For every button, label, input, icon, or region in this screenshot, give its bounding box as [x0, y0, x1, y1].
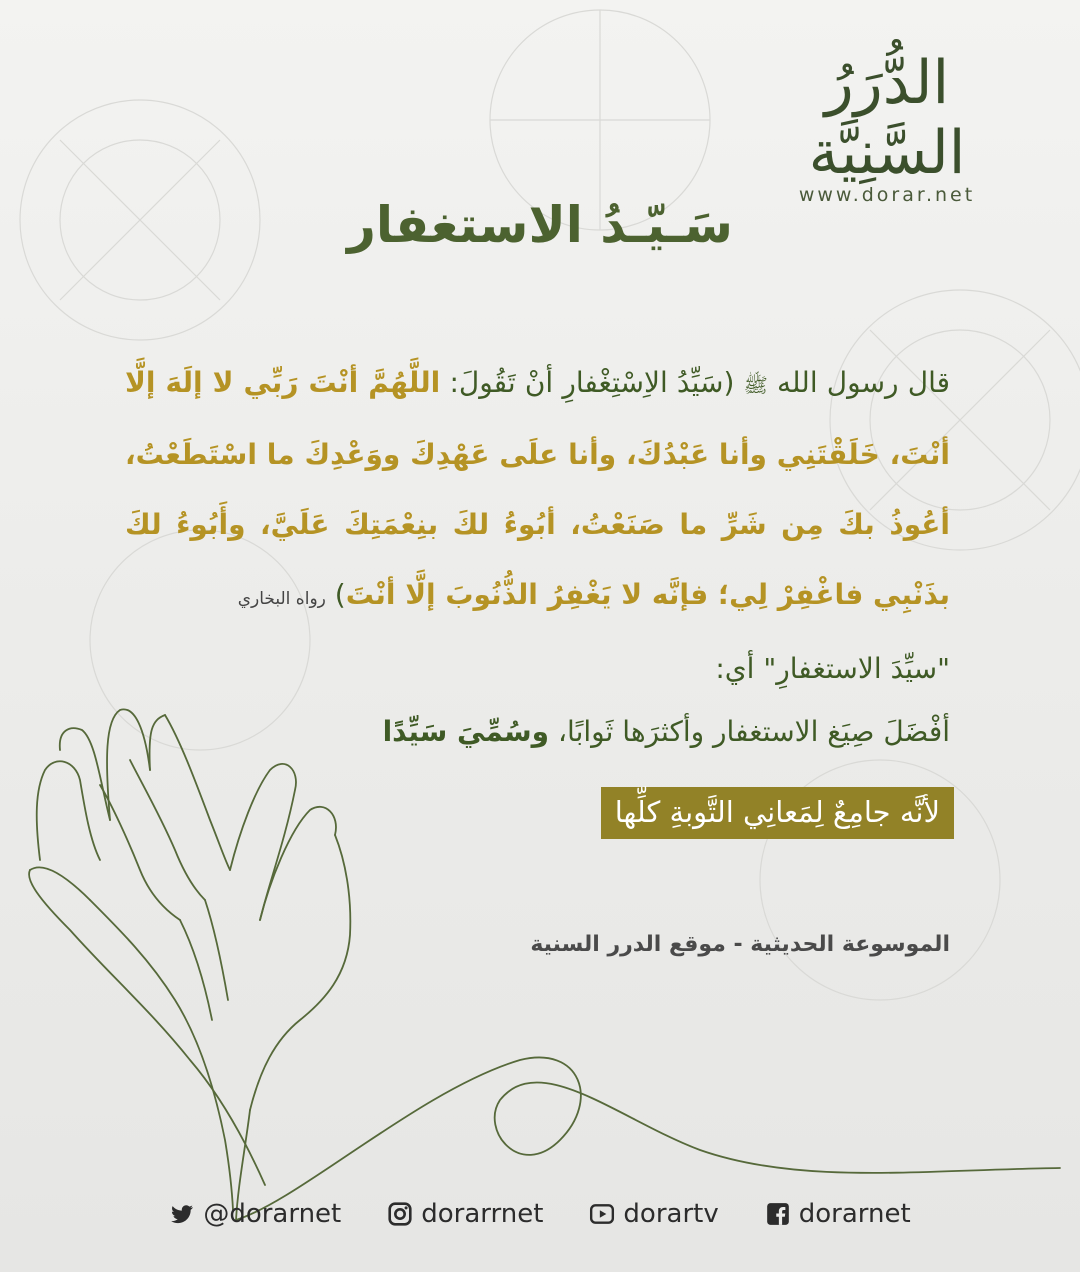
- social-youtube[interactable]: [589, 1199, 718, 1229]
- social-youtube-handle: dorartv: [623, 1199, 719, 1229]
- social-bar: [0, 1192, 1080, 1236]
- hadith-source: رواه البخاري: [237, 589, 326, 609]
- instagram-icon: [387, 1201, 413, 1227]
- logo-name: الدُّرَرُ السَّنِيَّة: [808, 48, 966, 188]
- meaning-line-plain: أفْضَلَ صِيَغ الاستغفار وأكثرَها ثَوابًا،: [558, 715, 950, 748]
- credit-line: الموسوعة الحديثية - موقع الدرر السنية: [530, 932, 950, 957]
- meaning-highlight: لأنَّه جامِعٌ لِمَعانِي التَّوبةِ كلِّها: [601, 787, 954, 839]
- facebook-icon: [765, 1201, 791, 1227]
- meaning-line-bold: وسُمِّيَ سَيِّدًا: [382, 715, 550, 748]
- social-instagram-handle: dorarrnet: [421, 1199, 544, 1229]
- meaning-heading: "سيِّدَ الاستغفارِ" أي:: [715, 652, 950, 685]
- social-facebook-handle: dorarnet: [798, 1199, 911, 1229]
- social-twitter-handle: @dorarnet: [203, 1199, 342, 1229]
- hadith-dua: اللَّهُمَّ أنْتَ رَبِّي لا إلَهَ إلَّا أنْتَ، خَلَقْتَنِي وأنا عَبْدُكَ، وأنا علَى عَهْدِكَ ووَعْدِكَ ما اسْتَطَعْتُ، أعُوذُ بكَ مِن شَرِّ ما صَنَعْتُ، أبُوءُ لكَ بنِعْمَتِكَ عَلَيَّ، وأَبُوءُ لكَ بذَنْبِي فاغْفِرْ لِي؛ فإنَّه لا يَغْفِرُ الذُّنُوبَ إلَّا أنْتَ: [125, 366, 950, 611]
- social-instagram[interactable]: [387, 1199, 543, 1229]
- salawat-glyph: ﷺ: [743, 373, 768, 397]
- twitter-icon: [169, 1201, 195, 1227]
- hadith-lead: (سَيِّدُ الاِسْتِغْفارِ أنْ تَقُولَ:: [449, 366, 735, 399]
- youtube-icon: [589, 1201, 615, 1227]
- hadith-close: ): [334, 578, 346, 611]
- hadith-intro: قال رسول الله: [777, 366, 951, 399]
- social-twitter[interactable]: [169, 1199, 341, 1229]
- social-facebook[interactable]: [765, 1199, 911, 1229]
- logo-url: www.dorar.net: [798, 184, 976, 206]
- page-title: سَـيّـدُ الاستغفار: [347, 196, 733, 254]
